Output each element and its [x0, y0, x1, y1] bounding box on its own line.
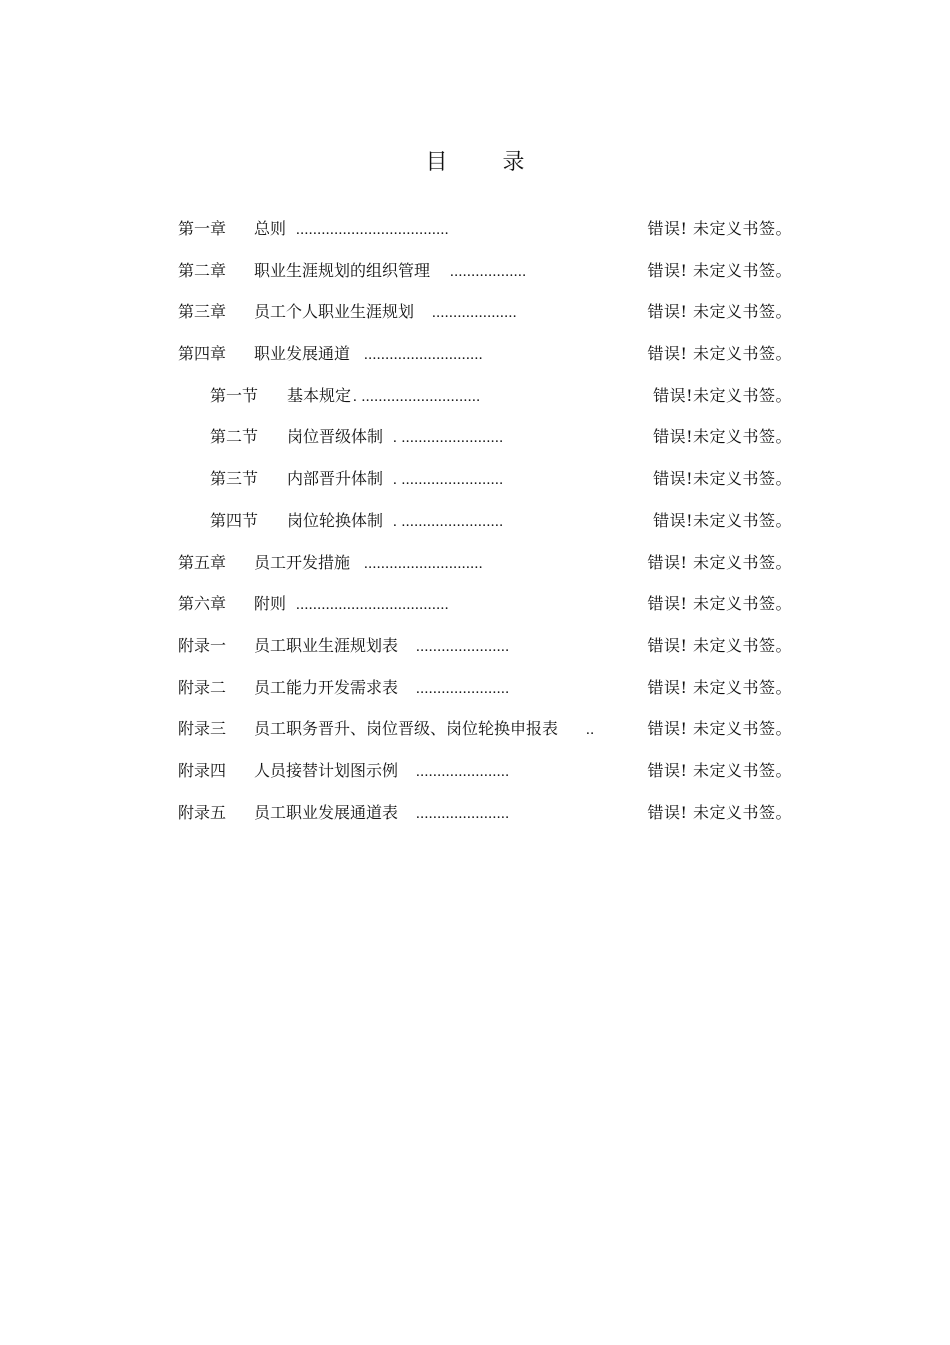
- toc-entry-heading: 员工个人职业生涯规划: [254, 302, 415, 322]
- toc-entry[interactable]: [178, 673, 792, 715]
- toc-entry[interactable]: [178, 339, 792, 381]
- toc-entry-leader: ..................: [450, 263, 527, 280]
- toc-entry-leader: ....................................: [296, 597, 450, 614]
- toc-title: 目 录: [425, 150, 549, 175]
- toc-entry-leader: ......................: [416, 680, 510, 697]
- toc-entry-page-ref: 错误! 未定义书签。: [647, 594, 792, 614]
- toc-entry-leader: ............................: [364, 555, 484, 572]
- toc-entry-number: 第六章: [178, 594, 227, 614]
- toc-entry-heading: 人员接替计划图示例: [254, 760, 399, 780]
- toc-entry-heading: 总则: [254, 219, 287, 238]
- toc-entry-number: 附录一: [178, 635, 227, 655]
- toc-entry-page-ref: 错误! 未定义书签。: [647, 260, 792, 280]
- toc-entry-number: 第四节: [210, 510, 259, 530]
- toc-entry-page-ref: 错误! 未定义书签。: [647, 677, 792, 697]
- toc-entry-page-ref: 错误! 未定义书签。: [647, 344, 792, 364]
- toc-entry-heading: 内部晋升体制: [287, 469, 384, 489]
- toc-entry-number: 第一节: [210, 385, 259, 405]
- toc-entry-heading: 附则: [254, 594, 287, 614]
- toc-entry[interactable]: [178, 422, 792, 464]
- toc-entry-page-ref: 错误! 未定义书签。: [647, 719, 792, 739]
- toc-entry-leader: ......................: [416, 805, 510, 822]
- toc-entry-leader: . ............................: [353, 388, 481, 405]
- toc-entry-number: 附录五: [178, 802, 227, 822]
- toc-entry-page-ref: 错误!未定义书签。: [653, 469, 792, 489]
- toc-entry[interactable]: [178, 256, 792, 298]
- toc-entry-number: 附录四: [178, 760, 227, 780]
- toc-entry[interactable]: [178, 214, 792, 256]
- toc-entry[interactable]: [178, 297, 792, 339]
- toc-entry-leader: . ........................: [393, 513, 504, 530]
- toc-entry-heading: 基本规定: [287, 385, 352, 405]
- toc-entry-page-ref: 错误! 未定义书签。: [647, 635, 792, 655]
- toc-entry-page-ref: 错误!未定义书签。: [653, 510, 792, 530]
- toc-entry-number: 第四章: [178, 344, 227, 364]
- toc-entry-leader: ..: [586, 722, 595, 739]
- toc-entry-page-ref: 错误! 未定义书签。: [647, 219, 792, 238]
- toc-entry-heading: 员工开发措施: [254, 552, 351, 572]
- toc-entry-number: 第二节: [210, 427, 259, 447]
- toc-entry-heading: 员工职业生涯规划表: [254, 635, 399, 655]
- toc-entry-heading: 职业生涯规划的组织管理: [254, 260, 431, 280]
- toc-entry-page-ref: 错误! 未定义书签。: [647, 552, 792, 572]
- toc-entry-number: 第二章: [178, 260, 227, 280]
- toc-entry-leader: ....................................: [296, 222, 450, 238]
- toc-entry[interactable]: [178, 756, 792, 798]
- toc-entry-leader: . ........................: [393, 430, 504, 447]
- toc-entry-heading: 职业发展通道: [254, 344, 351, 364]
- toc-list: [178, 214, 792, 839]
- toc-entry-page-ref: 错误!未定义书签。: [653, 427, 792, 447]
- toc-entry-page-ref: 错误!未定义书签。: [653, 385, 792, 405]
- toc-entry-heading: 员工职业发展通道表: [254, 802, 399, 822]
- toc-entry-heading: 岗位晋级体制: [287, 427, 384, 447]
- toc-entry[interactable]: [178, 631, 792, 673]
- toc-entry-number: 第一章: [178, 219, 227, 238]
- toc-entry[interactable]: [178, 464, 792, 506]
- toc-entry-heading: 员工职务晋升、岗位晋级、岗位轮换申报表: [254, 719, 559, 739]
- toc-entry[interactable]: [178, 714, 792, 756]
- toc-entry[interactable]: [178, 506, 792, 548]
- toc-entry-page-ref: 错误! 未定义书签。: [647, 802, 792, 822]
- toc-entry-page-ref: 错误! 未定义书签。: [647, 302, 792, 322]
- toc-entry-leader: . ........................: [393, 472, 504, 489]
- toc-entry-number: 第三章: [178, 302, 227, 322]
- toc-entry-page-ref: 错误! 未定义书签。: [647, 760, 792, 780]
- toc-entry-leader: ............................: [364, 347, 484, 364]
- toc-entry-number: 附录二: [178, 677, 227, 697]
- toc-entry-number: 第五章: [178, 552, 227, 572]
- toc-entry-heading: 员工能力开发需求表: [254, 677, 399, 697]
- toc-entry-number: 附录三: [178, 719, 227, 739]
- toc-entry[interactable]: [178, 798, 792, 840]
- toc-entry[interactable]: [178, 381, 792, 423]
- toc-entry[interactable]: [178, 548, 792, 590]
- toc-entry-leader: ......................: [416, 638, 510, 655]
- toc-entry-leader: ......................: [416, 763, 510, 780]
- toc-entry-heading: 岗位轮换体制: [287, 510, 384, 530]
- toc-entry[interactable]: [178, 589, 792, 631]
- toc-entry-leader: ....................: [432, 305, 518, 322]
- toc-entry-number: 第三节: [210, 469, 259, 489]
